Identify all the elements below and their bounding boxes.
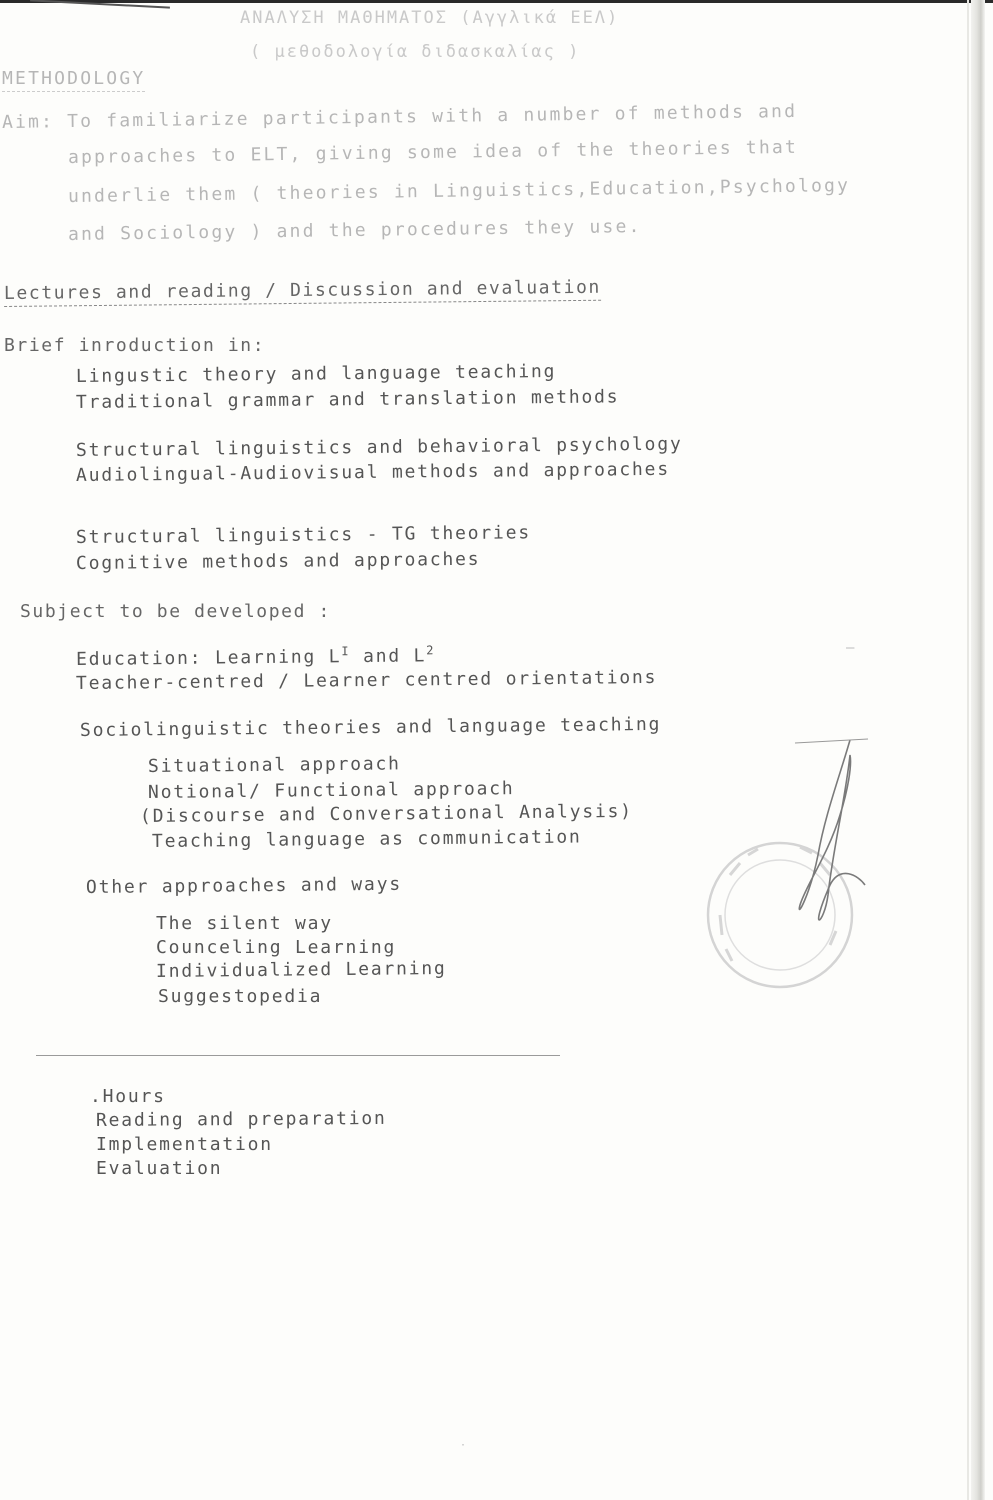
header-title-line1: ΑΝΑΛΥΣΗ ΜΑΘΗΜΑΤΟΣ (Αγγλικά ΕΕΛ) <box>240 8 620 28</box>
socio-heading: Sociolinguistic theories and language teaching <box>79 713 662 741</box>
other-item: Suggestopedia <box>158 986 323 1007</box>
education-text: Education: Learning L <box>75 646 342 670</box>
separator-rule <box>36 1055 560 1056</box>
socio-item: Teaching language as communication <box>151 826 582 852</box>
other-item: Counceling Learning <box>156 937 397 958</box>
section-heading: METHODOLOGY <box>2 68 145 92</box>
brief-item: Structural linguistics - TG theories <box>75 522 532 548</box>
stray-mark: · <box>460 1440 467 1451</box>
superscript-1: I <box>341 644 351 659</box>
other-item: Individualized Learning <box>155 957 447 982</box>
brief-item: Traditional grammar and translation methods <box>75 386 620 413</box>
hours-item: Implementation <box>96 1134 273 1155</box>
other-item: The silent way <box>156 913 333 934</box>
official-stamp <box>708 843 852 987</box>
socio-item: Situational approach <box>147 753 401 777</box>
education-and: and L <box>350 645 427 668</box>
hours-item: Evaluation <box>96 1158 223 1179</box>
socio-item: (Discourse and Conversational Analysis) <box>139 800 633 827</box>
aim-line-2: approaches to ELT, giving some idea of the theories that <box>67 136 799 168</box>
page-edge-line <box>967 0 969 1500</box>
education-line <box>76 643 435 670</box>
aim-line-1: Aim: To familiarize participants with a number of methods and <box>1 100 798 133</box>
stray-mark: — <box>846 640 855 656</box>
brief-item: Cognitive methods and approaches <box>75 548 481 574</box>
other-heading: Other approaches and ways <box>85 873 403 898</box>
brief-item: Structural linguistics and behavioral psychology <box>75 433 683 461</box>
scan-edge-top <box>0 0 993 3</box>
signature <box>799 740 865 920</box>
socio-item: Notional/ Functional approach <box>147 778 515 803</box>
teacher-line: Teacher-centred / Learner centred orientations <box>75 666 658 694</box>
subject-heading: Subject to be developed : <box>20 601 331 622</box>
hours-label: .Hours <box>90 1086 166 1107</box>
superscript-2: 2 <box>426 643 436 658</box>
aim-line-3: underlie them ( theories in Linguistics,Education,Psychology <box>67 175 851 207</box>
brief-heading: Brief inroduction in: <box>4 335 266 356</box>
aim-line-4: and Sociology ) and the procedures they use. <box>67 215 642 245</box>
header-title-line2: ( μεθοδολογία διδασκαλίας ) <box>250 42 581 62</box>
page-edge-shadow <box>971 0 985 1500</box>
lectures-heading: Lectures and reading / Discussion and evaluation <box>4 277 601 307</box>
stamp-and-signature <box>700 735 890 1035</box>
hours-item: Reading and preparation <box>95 1107 387 1131</box>
brief-item: Lingustic theory and language teaching <box>75 360 557 387</box>
brief-item: Audiolingual-Audiovisual methods and approaches <box>75 458 671 486</box>
